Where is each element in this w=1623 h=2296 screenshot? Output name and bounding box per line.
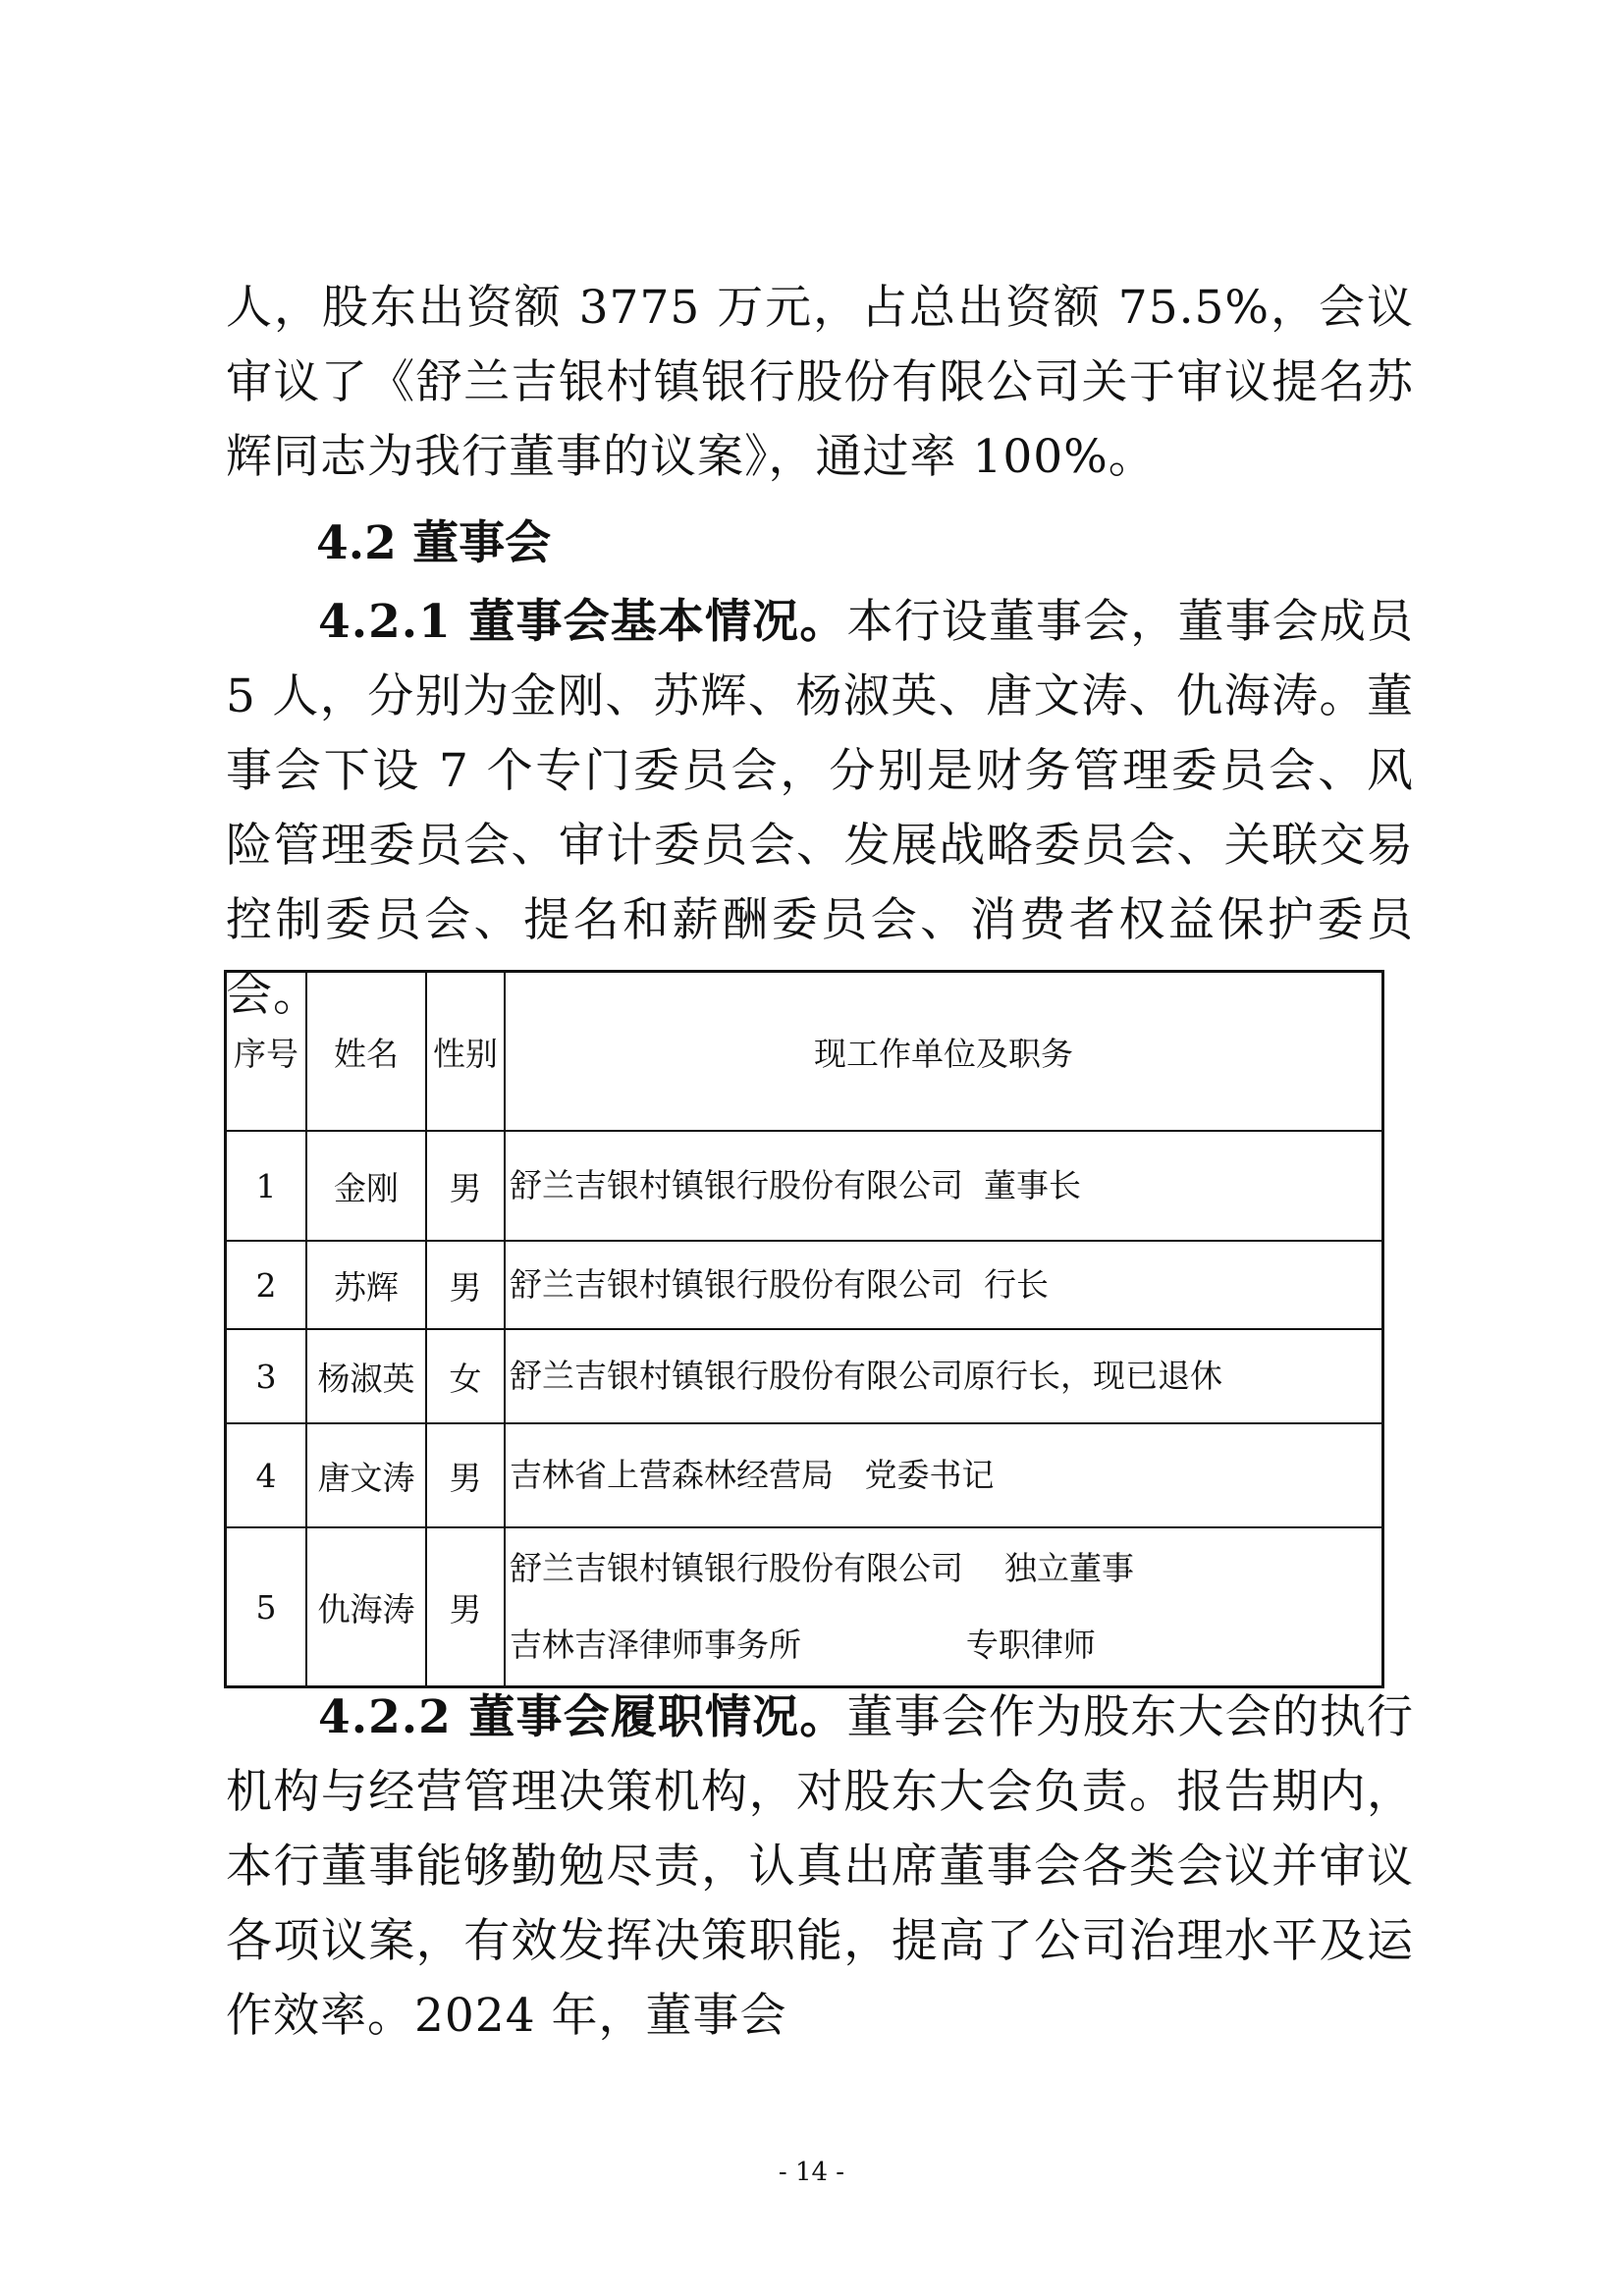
board-members-table (224, 970, 1384, 1688)
unit-line: 吉林吉泽律师事务所 专职律师 (510, 1626, 1096, 1664)
table-row (226, 1329, 1383, 1423)
header-no: 序号 (226, 972, 307, 1132)
cell-name: 金刚 (306, 1131, 426, 1241)
table-row (226, 1241, 1383, 1329)
cell-gender: 男 (426, 1423, 505, 1527)
section-4-2-1-title: 4.2.1 董事会基本情况。 (318, 595, 847, 649)
section-4-2-1-body: 本行设董事会，董事会成员 5 人，分别为金刚、苏辉、杨淑英、唐文涛、仇海涛。董事会下设 7 个专门委员会，分别是财务管理委员会、风险管理委员会、审计委员会、发展战略委员会、关联交易控制委员会、提名和薪酬委员会、消费者权益保护委员会。 (226, 595, 1415, 1022)
paragraph-board-basic-info (226, 585, 1414, 1033)
table-header-row (226, 972, 1383, 1132)
section-heading-board: 4.2 董事会 (316, 516, 552, 570)
header-gender: 性别 (426, 972, 505, 1132)
unit-line: 舒兰吉银村镇银行股份有限公司 董事长 (510, 1166, 1081, 1204)
cell-name: 苏辉 (306, 1241, 426, 1329)
unit-line: 吉林省上营森林经营局 党委书记 (510, 1456, 995, 1494)
header-unit: 现工作单位及职务 (505, 972, 1383, 1132)
unit-line: 舒兰吉银村镇银行股份有限公司原行长，现已退休 (510, 1357, 1222, 1395)
cell-no: 3 (226, 1329, 307, 1423)
cell-name: 仇海涛 (306, 1527, 426, 1687)
cell-no: 4 (226, 1423, 307, 1527)
unit-line: 舒兰吉银村镇银行股份有限公司 独立董事 (510, 1549, 1134, 1587)
unit-line: 舒兰吉银村镇银行股份有限公司 行长 (510, 1265, 1049, 1304)
page-number: - 14 - (778, 2158, 845, 2187)
cell-gender: 男 (426, 1131, 505, 1241)
paragraph-board-duties (226, 1681, 1414, 2054)
cell-unit (505, 1527, 1383, 1687)
cell-no: 2 (226, 1241, 307, 1329)
paragraph-shareholder-meeting: 人，股东出资额 3775 万元，占总出资额 75.5%，会议审议了《舒兰吉银村镇银行股份有限公司关于审议提名苏辉同志为我行董事的议案》，通过率 100%。 (226, 281, 1414, 484)
cell-no: 5 (226, 1527, 307, 1687)
cell-unit (505, 1131, 1383, 1241)
cell-gender: 女 (426, 1329, 505, 1423)
cell-name: 杨淑英 (306, 1329, 426, 1423)
table-row (226, 1423, 1383, 1527)
table-row (226, 1131, 1383, 1241)
section-4-2-2-title: 4.2.2 董事会履职情况。 (318, 1690, 847, 1744)
cell-unit (505, 1241, 1383, 1329)
header-name: 姓名 (306, 972, 426, 1132)
cell-unit (505, 1329, 1383, 1423)
cell-unit (505, 1423, 1383, 1527)
cell-gender: 男 (426, 1241, 505, 1329)
cell-gender: 男 (426, 1527, 505, 1687)
cell-no: 1 (226, 1131, 307, 1241)
cell-name: 唐文涛 (306, 1423, 426, 1527)
table-row (226, 1527, 1383, 1687)
section-4-2-2-body: 董事会作为股东大会的执行机构与经营管理决策机构，对股东大会负责。报告期内，本行董事能够勤勉尽责，认真出席董事会各类会议并审议各项议案，有效发挥决策职能，提高了公司治理水平及运作效率。2024 年，董事会 (226, 1690, 1415, 2043)
